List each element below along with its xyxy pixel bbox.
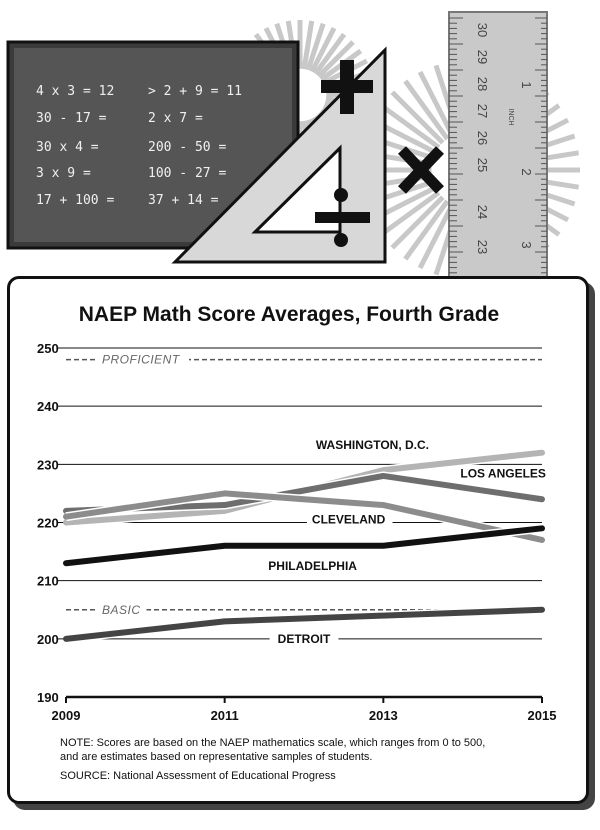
ruler-number: 30: [475, 22, 490, 38]
y-tick-label: 190: [37, 690, 59, 705]
chalk-equation: 30 x 4 =: [36, 140, 99, 155]
series-label: DETROIT: [277, 631, 331, 646]
chart-title: NAEP Math Score Averages, Fourth Grade: [78, 303, 500, 326]
y-tick-label: 220: [37, 515, 59, 531]
chalk-equation: 37 + 14 =: [148, 193, 219, 208]
ruler-number: 26: [475, 130, 490, 146]
chalk-equation: 2 x 7 =: [148, 111, 203, 126]
source-text: SOURCE: National Assessment of Educational Progress: [60, 770, 336, 782]
reference-label: BASIC: [102, 602, 141, 617]
y-tick-label: 210: [37, 573, 59, 589]
chart-notes: [60, 737, 485, 782]
ruler-number: 24: [475, 204, 490, 220]
x-tick-label: 2009: [51, 708, 81, 723]
x-tick-label: 2015: [527, 708, 557, 723]
chalk-equation: 30 - 17 =: [36, 111, 107, 126]
series-line: [66, 528, 542, 563]
ruler-inch-number: 3: [519, 241, 534, 249]
series-label: WASHINGTON, D.C.: [315, 438, 430, 453]
ruler-number: 25: [475, 157, 490, 173]
chalk-equation: 17 + 100 =: [36, 193, 115, 208]
chalk-equation: 4 x 3 = 12: [36, 84, 115, 99]
x-tick-label: 2013: [368, 708, 398, 723]
ruler-inch-number: 1: [519, 81, 534, 89]
ruler-inch-number: 2: [519, 168, 534, 176]
chalk-equation: 100 - 27 =: [148, 166, 227, 181]
ruler-number: 23: [475, 239, 490, 255]
y-tick-label: 230: [37, 457, 59, 473]
y-tick-label: 200: [37, 631, 59, 647]
y-tick-label: 250: [37, 341, 59, 356]
ruler-number: 29: [475, 49, 490, 65]
chalk-equation: 200 - 50 =: [148, 140, 227, 155]
y-tick-label: 240: [37, 399, 59, 415]
series-label: LOS ANGELES: [460, 466, 546, 481]
note-text: and are estimates based on representative samples of students.: [60, 751, 373, 763]
series-label: PHILADELPHIA: [268, 559, 357, 574]
chalk-equation: 3 x 9 =: [36, 166, 91, 181]
ruler-number: 27: [475, 103, 490, 119]
reference-label: PROFICIENT: [102, 352, 180, 367]
series-label: CLEVELAND: [311, 512, 386, 527]
ruler-unit: INCH: [507, 108, 514, 126]
note-text: NOTE: Scores are based on the NAEP mathematics scale, which ranges from 0 to 500,: [60, 737, 486, 749]
ruler-number: 28: [475, 76, 490, 92]
x-tick-label: 2011: [210, 708, 239, 723]
chalk-equation: > 2 + 9 = 11: [148, 84, 242, 99]
